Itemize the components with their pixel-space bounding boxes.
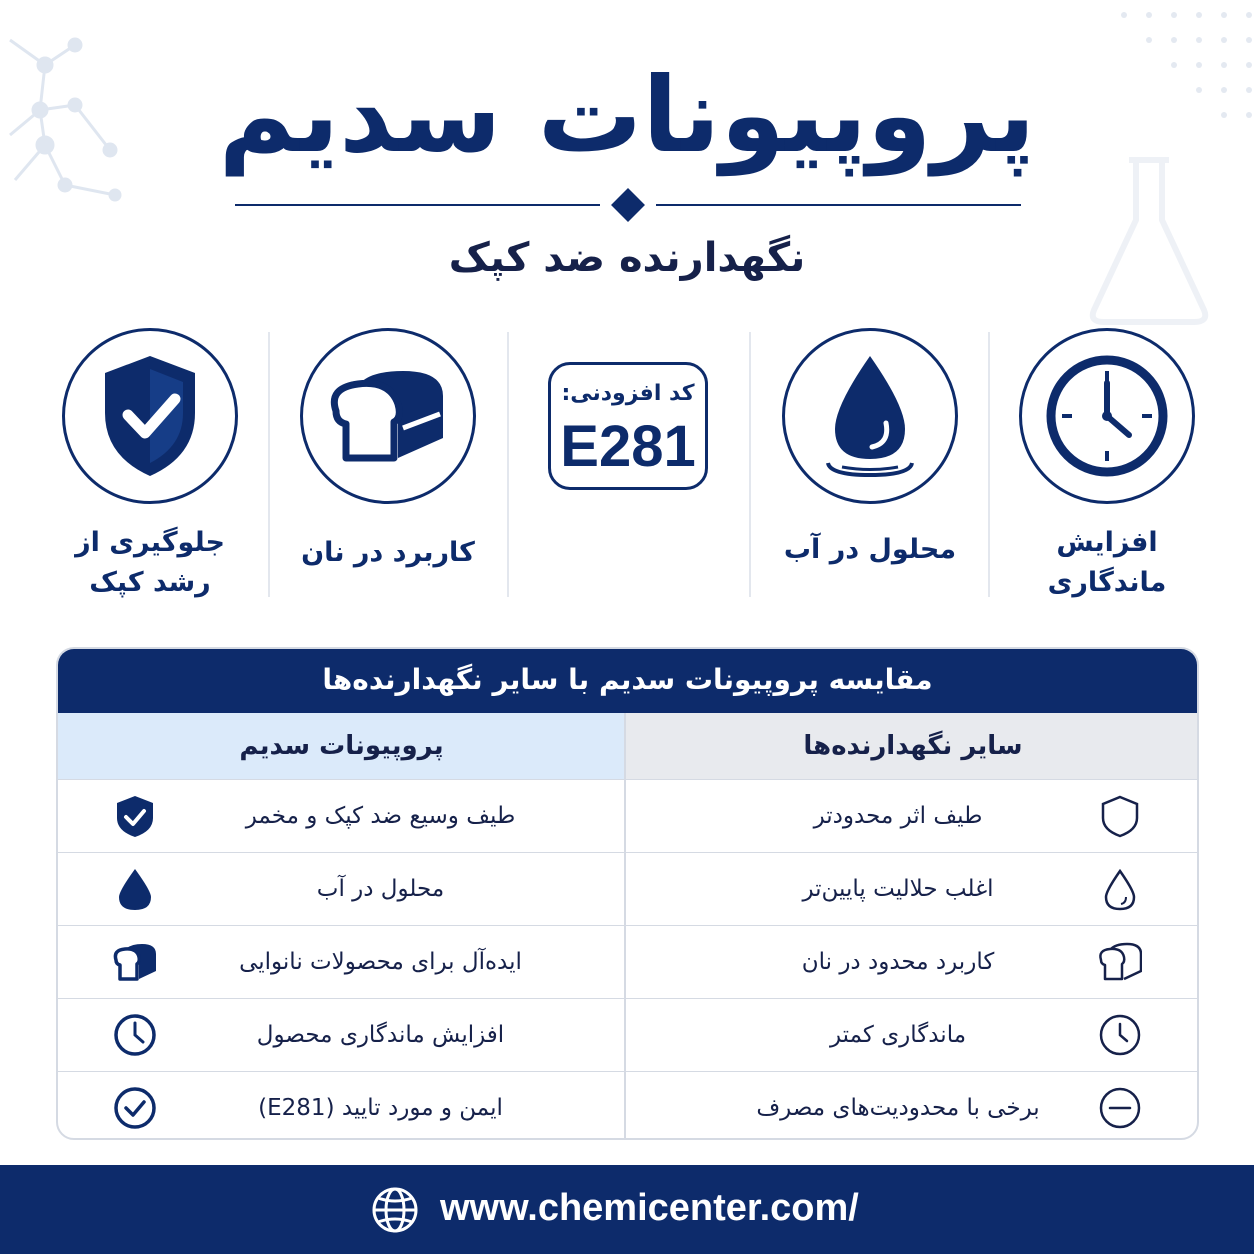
table-row <box>58 1071 1197 1140</box>
feature-shelf-life <box>988 328 1226 603</box>
cell-others: برخی با محدودیت‌های مصرف <box>756 1095 1040 1121</box>
additive-code-label: کد افزودنی: <box>561 381 695 406</box>
check-circle-icon <box>113 1086 157 1130</box>
minus-circle-icon <box>1098 1086 1142 1130</box>
feature-label: جلوگیری از رشد کپک <box>75 527 225 598</box>
cell-others: کاربرد محدود در نان <box>801 949 995 975</box>
column-separator <box>624 713 626 1140</box>
clock-icon <box>113 1013 157 1057</box>
additive-code-badge <box>548 362 708 490</box>
title-divider <box>235 188 1021 222</box>
cell-sodium: محلول در آب <box>316 876 445 902</box>
cell-sodium: ایده‌آل برای محصولات نانوایی <box>239 949 522 975</box>
feature-label: کاربرد در نان <box>301 537 475 568</box>
water-drop-outline-icon <box>1098 867 1142 911</box>
bread-icon <box>328 366 448 466</box>
cell-others: طیف اثر محدودتر <box>813 803 983 829</box>
table-row <box>58 925 1197 998</box>
clock-outline-icon <box>1098 1013 1142 1057</box>
feature-mold-prevention <box>31 328 269 603</box>
additive-code-value: E281 <box>560 414 696 479</box>
cell-sodium: افزایش ماندگاری محصول <box>256 1022 505 1048</box>
water-drop-icon <box>820 351 920 481</box>
column-header-sodium: پروپیونات سدیم <box>58 713 625 779</box>
feature-label: محلول در آب <box>783 534 957 565</box>
table-title: مقایسه پروپیونات سدیم با سایر نگهدارنده‌ها <box>58 649 1197 713</box>
bread-icon <box>113 940 157 984</box>
cell-sodium: طیف وسیع ضد کپک و مخمر <box>245 803 516 829</box>
footer <box>0 1165 1254 1254</box>
feature-bread <box>269 328 507 603</box>
column-header-others: سایر نگهدارنده‌ها <box>625 713 1199 779</box>
shield-check-icon <box>95 351 205 481</box>
table-row <box>58 852 1197 925</box>
bread-outline-icon <box>1098 940 1142 984</box>
feature-water-soluble <box>751 328 989 603</box>
table-row <box>58 779 1197 852</box>
feature-separator <box>507 332 509 597</box>
shield-check-icon <box>113 794 157 838</box>
website-link[interactable]: www.chemicenter.com/ <box>440 1187 859 1229</box>
cell-sodium: ایمن و مورد تایید (E281) <box>258 1095 503 1121</box>
comparison-table <box>56 647 1199 1140</box>
cell-others: ماندگاری کمتر <box>829 1022 967 1048</box>
globe-icon <box>370 1185 420 1235</box>
page-title: پروپیونات سدیم <box>218 54 1036 176</box>
feature-circle <box>1019 328 1195 504</box>
clock-icon <box>1044 353 1170 479</box>
table-row <box>58 998 1197 1071</box>
cell-others: اغلب حلالیت پایین‌تر <box>802 876 994 902</box>
water-drop-icon <box>113 867 157 911</box>
feature-circle <box>300 328 476 504</box>
shield-outline-icon <box>1098 794 1142 838</box>
feature-label: افزایش ماندگاری <box>1047 527 1167 598</box>
feature-circle <box>782 328 958 504</box>
feature-circle <box>62 328 238 504</box>
page-subtitle: نگهدارنده ضد کپک <box>448 235 806 281</box>
